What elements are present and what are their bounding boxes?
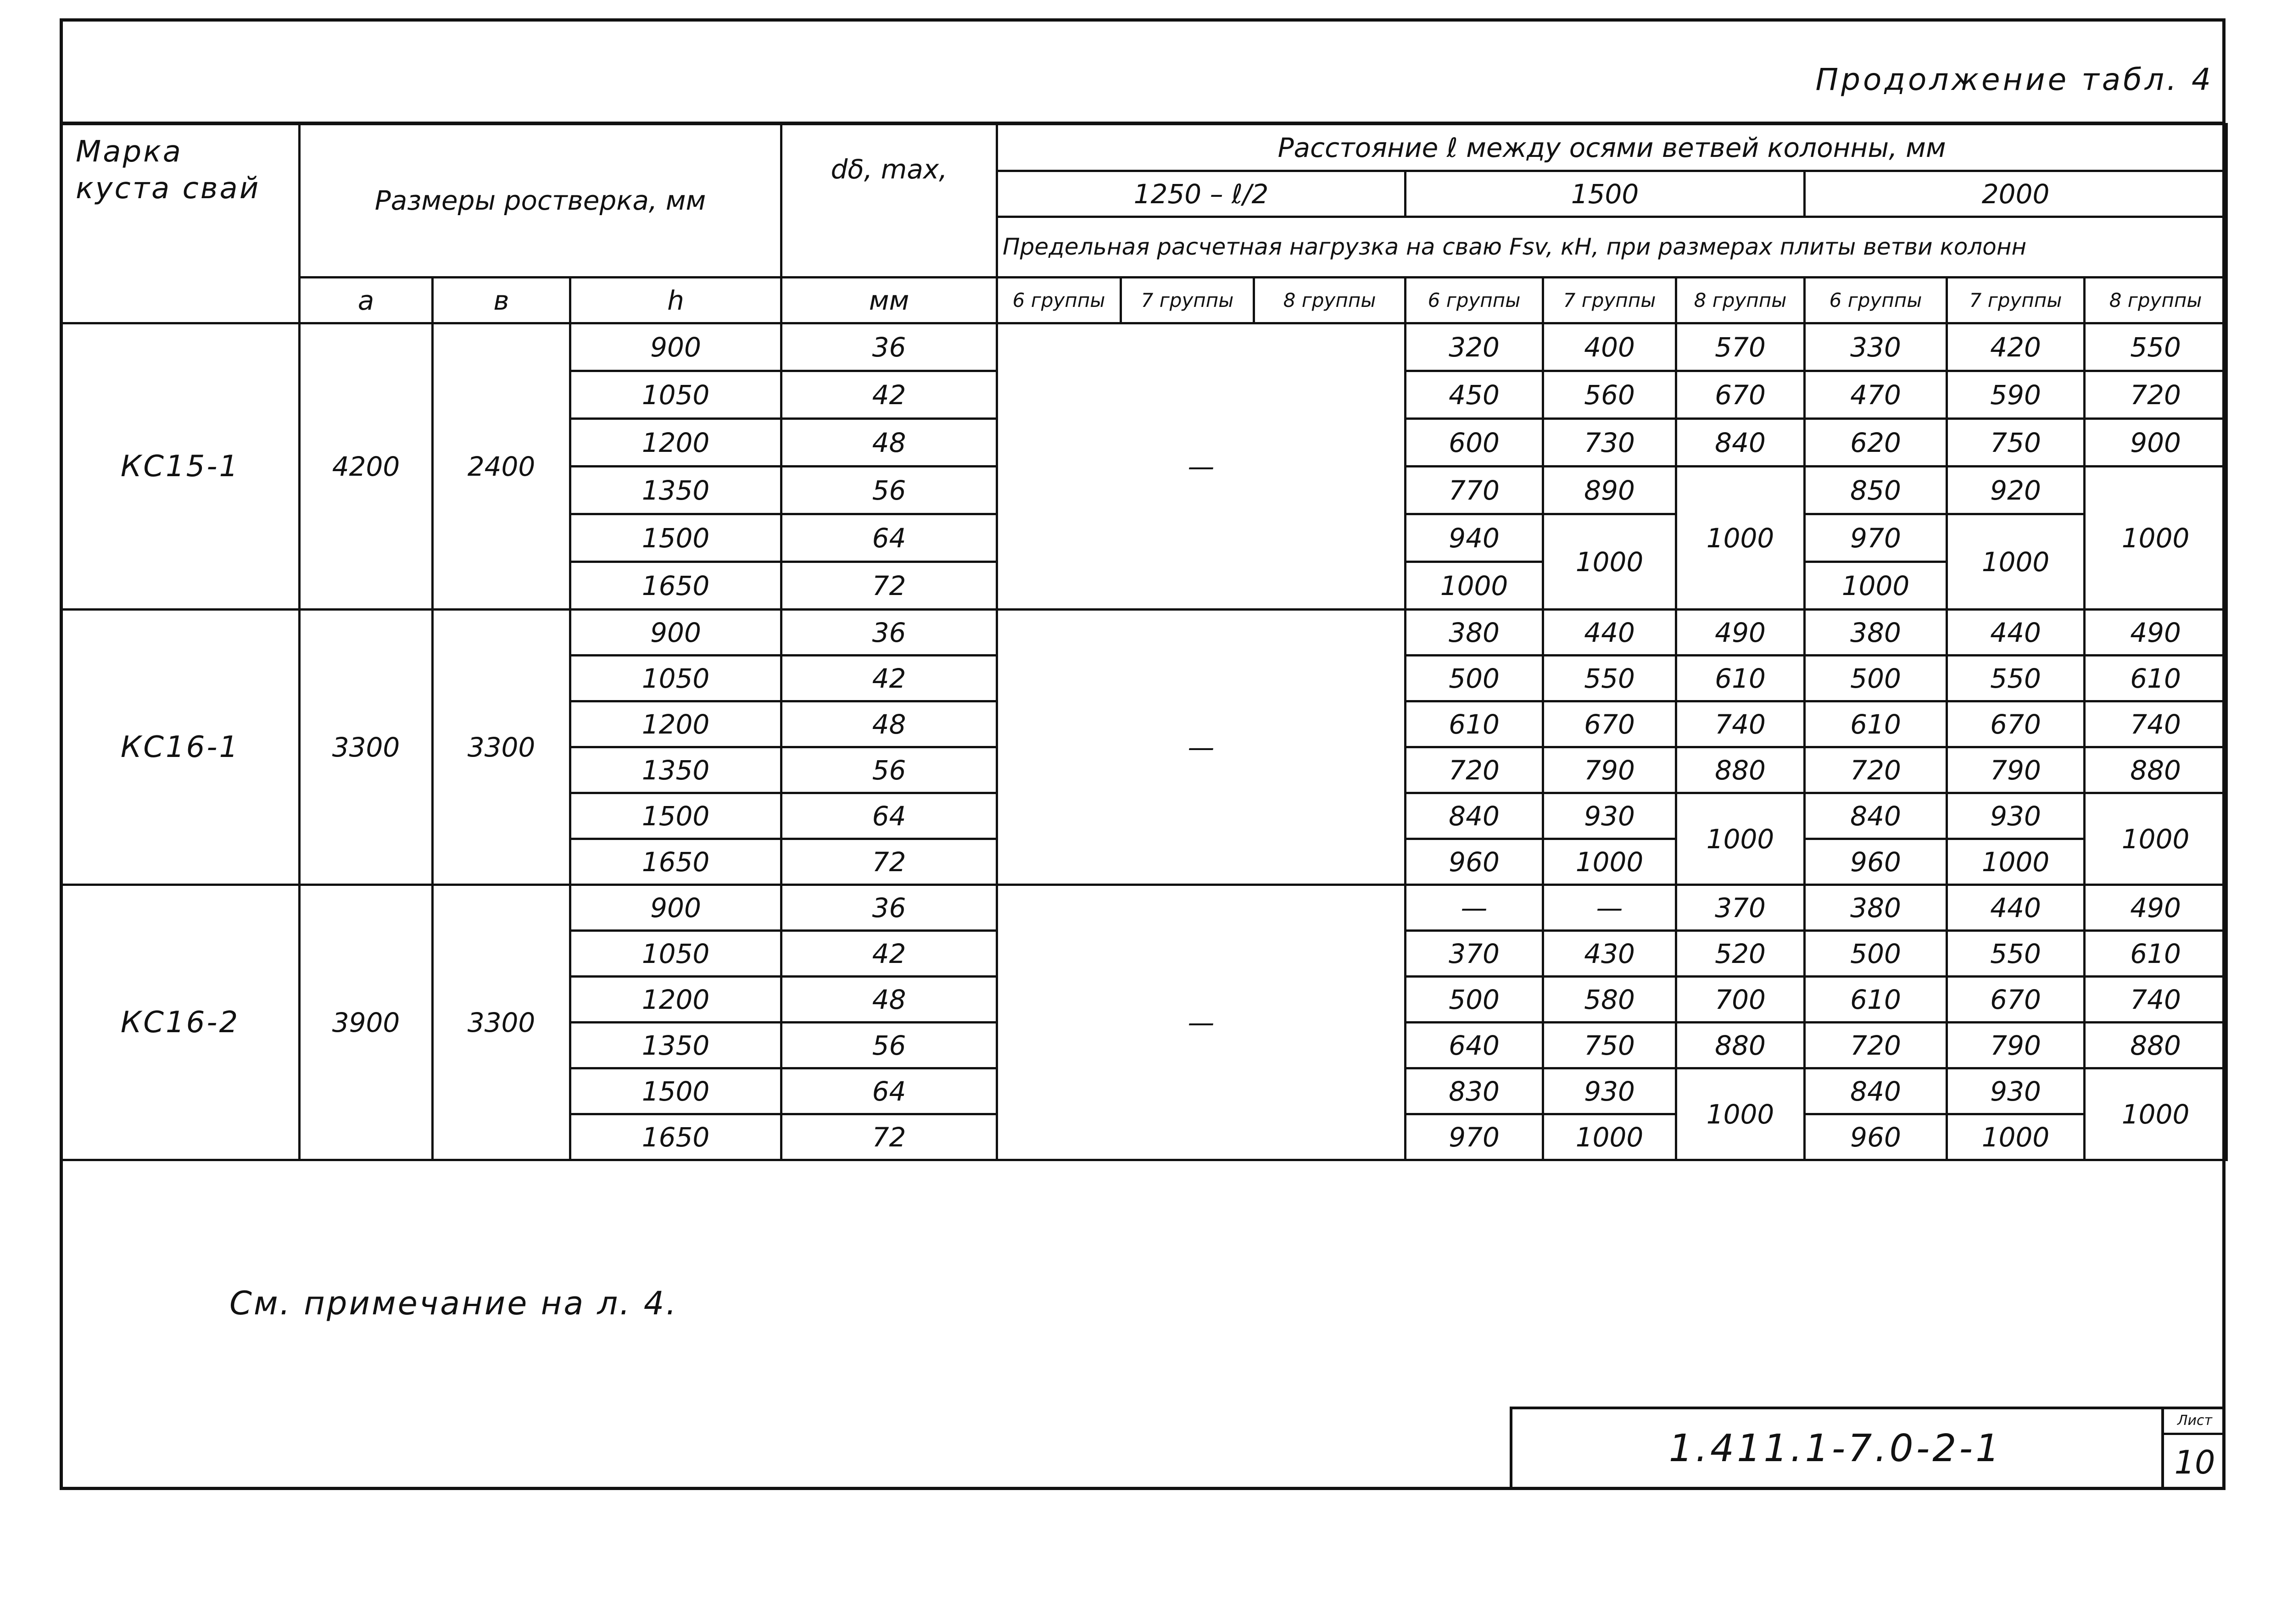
header-col-b: в [433, 278, 570, 323]
mark-cell: КС15-1 [61, 323, 300, 610]
load-value: 840 [1676, 419, 1805, 467]
load-value: 720 [1805, 1023, 1947, 1068]
load-value: 320 [1406, 323, 1543, 371]
size-h: 900 [570, 323, 781, 371]
load-value: 580 [1543, 977, 1676, 1023]
load-value: 490 [2085, 885, 2227, 931]
load-value: 620 [1805, 419, 1947, 467]
header-grillage-sizes: Размеры ростверка, мм [300, 124, 781, 278]
load-value: 850 [1805, 467, 1947, 514]
load-value: 670 [1947, 701, 2085, 747]
diameter-value: 36 [781, 885, 997, 931]
load-value: 770 [1406, 467, 1543, 514]
load-value: 740 [2085, 701, 2227, 747]
load-value: 900 [2085, 419, 2227, 467]
header-g8-d3: 8 группы [2085, 278, 2227, 323]
load-value: 750 [1947, 419, 2085, 467]
size-h: 1350 [570, 1023, 781, 1068]
mark-cell: КС16-1 [61, 610, 300, 885]
header-g7-d2: 7 группы [1543, 278, 1676, 323]
dash-cell: — [997, 323, 1406, 610]
size-h: 1050 [570, 656, 781, 701]
size-h: 1350 [570, 467, 781, 514]
load-value-merged: 1000 [2085, 467, 2227, 610]
load-value: 1000 [1406, 562, 1543, 610]
load-value: 500 [1805, 656, 1947, 701]
load-value-merged: 1000 [1676, 793, 1805, 885]
load-value: 720 [1406, 747, 1543, 793]
size-h: 1650 [570, 1114, 781, 1160]
load-value: 960 [1805, 839, 1947, 885]
load-value: 370 [1406, 931, 1543, 977]
load-value: 790 [1543, 747, 1676, 793]
load-value: 970 [1406, 1114, 1543, 1160]
load-value: 1000 [1947, 1114, 2085, 1160]
diameter-value: 72 [781, 1114, 997, 1160]
load-value: 840 [1406, 793, 1543, 839]
size-h: 1200 [570, 977, 781, 1023]
load-value: 880 [1676, 1023, 1805, 1068]
size-h: 900 [570, 885, 781, 931]
header-g7-d3: 7 группы [1947, 278, 2085, 323]
load-value: 520 [1676, 931, 1805, 977]
diameter-value: 36 [781, 610, 997, 656]
load-value-merged: 1000 [2085, 1068, 2227, 1160]
load-value-merged: 1000 [1676, 467, 1805, 610]
load-value: 670 [1947, 977, 2085, 1023]
load-value-merged: 1000 [1676, 1068, 1805, 1160]
header-g8-d1: 8 группы [1254, 278, 1406, 323]
header-distance: Расстояние ℓ между осями ветвей колонны, мм [997, 124, 2227, 171]
load-value: 430 [1543, 931, 1676, 977]
load-value: 560 [1543, 371, 1676, 419]
size-a: 3900 [300, 885, 433, 1160]
size-h: 1650 [570, 839, 781, 885]
load-value: 610 [1805, 977, 1947, 1023]
header-diameter: dδ, max, [781, 124, 997, 278]
load-value: 670 [1543, 701, 1676, 747]
load-value: 370 [1676, 885, 1805, 931]
load-value: 930 [1947, 1068, 2085, 1114]
table-row [61, 885, 2227, 931]
pile-load-table [60, 123, 2228, 1161]
dash-cell: — [997, 610, 1406, 885]
load-value: 700 [1676, 977, 1805, 1023]
size-h: 900 [570, 610, 781, 656]
load-value: 400 [1543, 323, 1676, 371]
load-value: 550 [2085, 323, 2227, 371]
diameter-value: 42 [781, 656, 997, 701]
header-g7-d1: 7 группы [1121, 278, 1254, 323]
diameter-value: 56 [781, 747, 997, 793]
load-value: 880 [2085, 1023, 2227, 1068]
header-col-h: h [570, 278, 781, 323]
sheet-label: Лист [2164, 1407, 2226, 1435]
load-value: 470 [1805, 371, 1947, 419]
load-value: 500 [1805, 931, 1947, 977]
load-value: 610 [2085, 656, 2227, 701]
diameter-value: 48 [781, 977, 997, 1023]
mark-cell: КС16-2 [61, 885, 300, 1160]
load-value: 500 [1406, 977, 1543, 1023]
load-value: 610 [1676, 656, 1805, 701]
header-diameter-unit: мм [781, 278, 997, 323]
header-dist-1: 1250 – ℓ/2 [997, 171, 1406, 217]
load-value: 960 [1406, 839, 1543, 885]
load-value: 830 [1406, 1068, 1543, 1114]
diameter-value: 48 [781, 419, 997, 467]
load-value: 890 [1543, 467, 1676, 514]
load-value: 330 [1805, 323, 1947, 371]
load-value: 840 [1805, 1068, 1947, 1114]
load-value: 640 [1406, 1023, 1543, 1068]
load-value: 490 [1676, 610, 1805, 656]
size-h: 1200 [570, 701, 781, 747]
diameter-value: 56 [781, 1023, 997, 1068]
load-value: 550 [1543, 656, 1676, 701]
size-h: 1050 [570, 931, 781, 977]
load-value: 610 [1406, 701, 1543, 747]
dash-cell: — [997, 885, 1406, 1160]
diameter-value: 64 [781, 793, 997, 839]
load-value: 840 [1805, 793, 1947, 839]
load-value: — [1406, 885, 1543, 931]
sheet-box [2161, 1407, 2226, 1490]
diameter-value: 42 [781, 371, 997, 419]
header-g6-d2: 6 группы [1406, 278, 1543, 323]
load-value: 790 [1947, 747, 2085, 793]
diameter-value: 56 [781, 467, 997, 514]
diameter-value: 72 [781, 839, 997, 885]
size-h: 1500 [570, 1068, 781, 1114]
load-value: 740 [2085, 977, 2227, 1023]
load-value: 550 [1947, 656, 2085, 701]
load-value: 750 [1543, 1023, 1676, 1068]
header-dist-3: 2000 [1805, 171, 2227, 217]
size-h: 1650 [570, 562, 781, 610]
size-a: 4200 [300, 323, 433, 610]
load-value: 880 [1676, 747, 1805, 793]
load-value: 450 [1406, 371, 1543, 419]
load-value: 1000 [1543, 1114, 1676, 1160]
header-g6-d1: 6 группы [997, 278, 1121, 323]
load-value: 420 [1947, 323, 2085, 371]
load-value: 670 [1676, 371, 1805, 419]
diameter-value: 64 [781, 514, 997, 562]
load-value: 380 [1406, 610, 1543, 656]
load-value-merged: 1000 [1947, 514, 2085, 610]
table-continuation-title: Продолжение табл. 4 [1815, 62, 2214, 97]
load-value-merged: 1000 [2085, 793, 2227, 885]
diameter-value: 42 [781, 931, 997, 977]
header-mark: Марка куста свай [61, 124, 300, 323]
load-value: 1000 [1543, 839, 1676, 885]
header-col-a: a [300, 278, 433, 323]
size-h: 1500 [570, 514, 781, 562]
header-dist-2: 1500 [1406, 171, 1805, 217]
load-value: 550 [1947, 931, 2085, 977]
size-b: 3300 [433, 885, 570, 1160]
size-a: 3300 [300, 610, 433, 885]
footnote: См. примечание на л. 4. [229, 1285, 678, 1322]
load-value: 940 [1406, 514, 1543, 562]
size-h: 1500 [570, 793, 781, 839]
diameter-value: 48 [781, 701, 997, 747]
load-value: 790 [1947, 1023, 2085, 1068]
load-value: 880 [2085, 747, 2227, 793]
load-value: 930 [1947, 793, 2085, 839]
header-g8-d2: 8 группы [1676, 278, 1805, 323]
load-value: 440 [1947, 610, 2085, 656]
header-g6-d3: 6 группы [1805, 278, 1947, 323]
load-value: 610 [2085, 931, 2227, 977]
load-value: 1000 [1805, 562, 1947, 610]
load-value: 610 [1805, 701, 1947, 747]
size-b: 3300 [433, 610, 570, 885]
header-load: Предельная расчетная нагрузка на сваю Fsv, кН, при размерах плиты ветви колонн [997, 217, 2227, 278]
load-value: — [1543, 885, 1676, 931]
load-value: 730 [1543, 419, 1676, 467]
diameter-value: 36 [781, 323, 997, 371]
load-value: 500 [1406, 656, 1543, 701]
load-value: 380 [1805, 610, 1947, 656]
load-value: 570 [1676, 323, 1805, 371]
sheet-number: 10 [2174, 1444, 2215, 1481]
load-value: 600 [1406, 419, 1543, 467]
load-value: 970 [1805, 514, 1947, 562]
load-value: 440 [1947, 885, 2085, 931]
load-value: 720 [1805, 747, 1947, 793]
size-h: 1050 [570, 371, 781, 419]
load-value: 1000 [1947, 839, 2085, 885]
table-row [61, 610, 2227, 656]
diameter-value: 72 [781, 562, 997, 610]
load-value: 930 [1543, 1068, 1676, 1114]
load-value: 490 [2085, 610, 2227, 656]
load-value: 930 [1543, 793, 1676, 839]
diameter-value: 64 [781, 1068, 997, 1114]
load-value: 720 [2085, 371, 2227, 419]
load-value: 440 [1543, 610, 1676, 656]
size-h: 1200 [570, 419, 781, 467]
load-value: 920 [1947, 467, 2085, 514]
load-value: 590 [1947, 371, 2085, 419]
size-h: 1350 [570, 747, 781, 793]
load-value: 740 [1676, 701, 1805, 747]
document-code: 1.411.1-7.0-2-1 [1668, 1426, 2003, 1470]
load-value: 960 [1805, 1114, 1947, 1160]
size-b: 2400 [433, 323, 570, 610]
load-value-merged: 1000 [1543, 514, 1676, 610]
table-row [61, 323, 2227, 371]
load-value: 380 [1805, 885, 1947, 931]
